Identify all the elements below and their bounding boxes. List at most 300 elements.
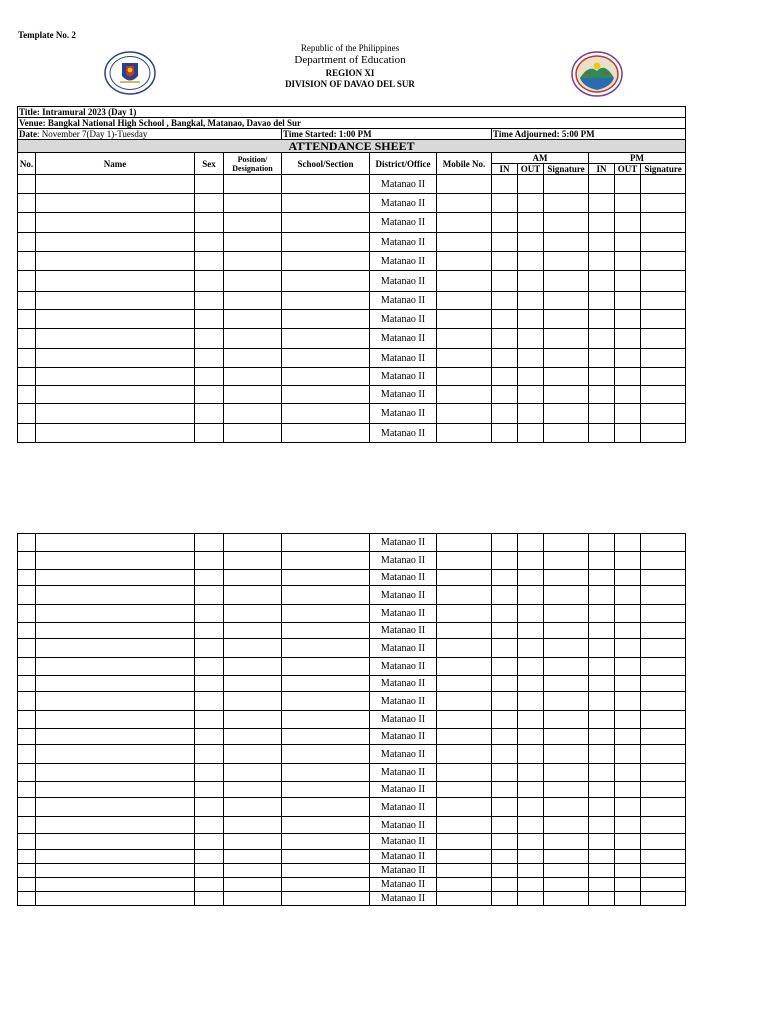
- cell-school[interactable]: [282, 711, 370, 729]
- cell-position[interactable]: [224, 534, 282, 552]
- cell-name[interactable]: [36, 834, 195, 850]
- cell-sex[interactable]: [195, 745, 224, 764]
- cell-name[interactable]: [36, 676, 195, 692]
- cell-name[interactable]: [36, 310, 195, 329]
- cell-am-out[interactable]: [518, 623, 544, 639]
- cell-name[interactable]: [36, 864, 195, 878]
- cell-pm-signature[interactable]: [641, 233, 686, 252]
- cell-am-in[interactable]: [492, 194, 518, 213]
- cell-position[interactable]: [224, 745, 282, 764]
- cell-school[interactable]: [282, 729, 370, 745]
- cell-mobile[interactable]: [437, 310, 492, 329]
- cell-pm-in[interactable]: [589, 292, 615, 310]
- cell-am-in[interactable]: [492, 864, 518, 878]
- cell-name[interactable]: [36, 329, 195, 349]
- cell-position[interactable]: [224, 834, 282, 850]
- cell-am-signature[interactable]: [544, 349, 589, 368]
- cell-am-out[interactable]: [518, 252, 544, 271]
- cell-position[interactable]: [224, 368, 282, 386]
- cell-pm-signature[interactable]: [641, 639, 686, 658]
- cell-am-signature[interactable]: [544, 878, 589, 892]
- cell-am-in[interactable]: [492, 834, 518, 850]
- cell-school[interactable]: [282, 623, 370, 639]
- cell-name[interactable]: [36, 586, 195, 605]
- cell-am-out[interactable]: [518, 692, 544, 711]
- cell-pm-in[interactable]: [589, 194, 615, 213]
- cell-position[interactable]: [224, 782, 282, 798]
- cell-name[interactable]: [36, 817, 195, 834]
- cell-pm-out[interactable]: [615, 368, 641, 386]
- cell-school[interactable]: [282, 329, 370, 349]
- cell-name[interactable]: [36, 711, 195, 729]
- cell-mobile[interactable]: [437, 213, 492, 233]
- cell-sex[interactable]: [195, 310, 224, 329]
- cell-position[interactable]: [224, 175, 282, 194]
- cell-pm-out[interactable]: [615, 745, 641, 764]
- cell-pm-out[interactable]: [615, 764, 641, 782]
- cell-sex[interactable]: [195, 850, 224, 864]
- cell-am-out[interactable]: [518, 798, 544, 817]
- cell-pm-in[interactable]: [589, 892, 615, 906]
- cell-position[interactable]: [224, 892, 282, 906]
- cell-school[interactable]: [282, 676, 370, 692]
- cell-name[interactable]: [36, 386, 195, 404]
- cell-am-signature[interactable]: [544, 817, 589, 834]
- cell-pm-signature[interactable]: [641, 850, 686, 864]
- cell-am-in[interactable]: [492, 658, 518, 676]
- cell-pm-in[interactable]: [589, 658, 615, 676]
- cell-pm-signature[interactable]: [641, 271, 686, 292]
- cell-pm-out[interactable]: [615, 892, 641, 906]
- cell-mobile[interactable]: [437, 586, 492, 605]
- cell-mobile[interactable]: [437, 404, 492, 424]
- cell-sex[interactable]: [195, 639, 224, 658]
- cell-mobile[interactable]: [437, 534, 492, 552]
- cell-sex[interactable]: [195, 552, 224, 570]
- cell-school[interactable]: [282, 271, 370, 292]
- cell-am-in[interactable]: [492, 623, 518, 639]
- cell-am-in[interactable]: [492, 386, 518, 404]
- cell-mobile[interactable]: [437, 864, 492, 878]
- cell-position[interactable]: [224, 329, 282, 349]
- cell-name[interactable]: [36, 534, 195, 552]
- cell-sex[interactable]: [195, 658, 224, 676]
- cell-am-in[interactable]: [492, 534, 518, 552]
- cell-pm-in[interactable]: [589, 817, 615, 834]
- cell-am-in[interactable]: [492, 892, 518, 906]
- cell-am-in[interactable]: [492, 817, 518, 834]
- cell-school[interactable]: [282, 175, 370, 194]
- cell-am-out[interactable]: [518, 711, 544, 729]
- cell-position[interactable]: [224, 349, 282, 368]
- cell-pm-signature[interactable]: [641, 782, 686, 798]
- cell-name[interactable]: [36, 292, 195, 310]
- cell-pm-in[interactable]: [589, 386, 615, 404]
- cell-am-signature[interactable]: [544, 175, 589, 194]
- cell-pm-out[interactable]: [615, 252, 641, 271]
- cell-pm-in[interactable]: [589, 271, 615, 292]
- cell-name[interactable]: [36, 404, 195, 424]
- cell-name[interactable]: [36, 194, 195, 213]
- cell-pm-signature[interactable]: [641, 586, 686, 605]
- cell-am-in[interactable]: [492, 404, 518, 424]
- cell-position[interactable]: [224, 586, 282, 605]
- cell-mobile[interactable]: [437, 798, 492, 817]
- cell-pm-signature[interactable]: [641, 623, 686, 639]
- cell-am-in[interactable]: [492, 850, 518, 864]
- cell-mobile[interactable]: [437, 570, 492, 586]
- cell-name[interactable]: [36, 213, 195, 233]
- cell-pm-in[interactable]: [589, 764, 615, 782]
- cell-sex[interactable]: [195, 864, 224, 878]
- cell-am-out[interactable]: [518, 213, 544, 233]
- cell-am-signature[interactable]: [544, 639, 589, 658]
- cell-pm-in[interactable]: [589, 552, 615, 570]
- cell-pm-signature[interactable]: [641, 676, 686, 692]
- cell-am-out[interactable]: [518, 764, 544, 782]
- cell-am-signature[interactable]: [544, 711, 589, 729]
- cell-position[interactable]: [224, 692, 282, 711]
- cell-am-out[interactable]: [518, 892, 544, 906]
- cell-sex[interactable]: [195, 271, 224, 292]
- cell-am-in[interactable]: [492, 676, 518, 692]
- cell-am-signature[interactable]: [544, 586, 589, 605]
- cell-am-signature[interactable]: [544, 892, 589, 906]
- cell-sex[interactable]: [195, 892, 224, 906]
- cell-pm-signature[interactable]: [641, 711, 686, 729]
- cell-position[interactable]: [224, 386, 282, 404]
- cell-pm-in[interactable]: [589, 175, 615, 194]
- cell-pm-in[interactable]: [589, 864, 615, 878]
- cell-am-signature[interactable]: [544, 252, 589, 271]
- cell-pm-signature[interactable]: [641, 798, 686, 817]
- cell-school[interactable]: [282, 864, 370, 878]
- cell-position[interactable]: [224, 711, 282, 729]
- cell-school[interactable]: [282, 368, 370, 386]
- cell-pm-signature[interactable]: [641, 658, 686, 676]
- cell-mobile[interactable]: [437, 711, 492, 729]
- cell-position[interactable]: [224, 729, 282, 745]
- cell-sex[interactable]: [195, 782, 224, 798]
- cell-position[interactable]: [224, 194, 282, 213]
- cell-pm-out[interactable]: [615, 194, 641, 213]
- cell-school[interactable]: [282, 798, 370, 817]
- cell-am-in[interactable]: [492, 233, 518, 252]
- cell-am-out[interactable]: [518, 605, 544, 623]
- cell-pm-out[interactable]: [615, 534, 641, 552]
- cell-name[interactable]: [36, 850, 195, 864]
- cell-am-in[interactable]: [492, 745, 518, 764]
- cell-sex[interactable]: [195, 729, 224, 745]
- cell-am-out[interactable]: [518, 386, 544, 404]
- cell-pm-out[interactable]: [615, 424, 641, 443]
- cell-mobile[interactable]: [437, 368, 492, 386]
- cell-mobile[interactable]: [437, 817, 492, 834]
- cell-position[interactable]: [224, 764, 282, 782]
- cell-pm-out[interactable]: [615, 878, 641, 892]
- cell-pm-signature[interactable]: [641, 534, 686, 552]
- cell-am-out[interactable]: [518, 570, 544, 586]
- cell-mobile[interactable]: [437, 692, 492, 711]
- cell-pm-in[interactable]: [589, 623, 615, 639]
- cell-am-out[interactable]: [518, 310, 544, 329]
- cell-pm-in[interactable]: [589, 850, 615, 864]
- cell-pm-signature[interactable]: [641, 552, 686, 570]
- cell-name[interactable]: [36, 233, 195, 252]
- cell-am-signature[interactable]: [544, 729, 589, 745]
- cell-school[interactable]: [282, 404, 370, 424]
- cell-am-out[interactable]: [518, 534, 544, 552]
- cell-am-in[interactable]: [492, 552, 518, 570]
- cell-pm-out[interactable]: [615, 386, 641, 404]
- cell-mobile[interactable]: [437, 271, 492, 292]
- cell-pm-signature[interactable]: [641, 368, 686, 386]
- cell-position[interactable]: [224, 310, 282, 329]
- cell-school[interactable]: [282, 605, 370, 623]
- cell-mobile[interactable]: [437, 329, 492, 349]
- cell-sex[interactable]: [195, 834, 224, 850]
- cell-am-in[interactable]: [492, 271, 518, 292]
- cell-pm-in[interactable]: [589, 834, 615, 850]
- cell-school[interactable]: [282, 424, 370, 443]
- cell-am-out[interactable]: [518, 676, 544, 692]
- cell-mobile[interactable]: [437, 252, 492, 271]
- cell-sex[interactable]: [195, 692, 224, 711]
- cell-pm-in[interactable]: [589, 676, 615, 692]
- cell-name[interactable]: [36, 892, 195, 906]
- cell-am-in[interactable]: [492, 292, 518, 310]
- cell-school[interactable]: [282, 892, 370, 906]
- cell-school[interactable]: [282, 292, 370, 310]
- cell-mobile[interactable]: [437, 623, 492, 639]
- cell-pm-in[interactable]: [589, 711, 615, 729]
- cell-am-out[interactable]: [518, 552, 544, 570]
- cell-am-in[interactable]: [492, 349, 518, 368]
- cell-pm-out[interactable]: [615, 623, 641, 639]
- cell-am-out[interactable]: [518, 175, 544, 194]
- cell-pm-signature[interactable]: [641, 745, 686, 764]
- cell-mobile[interactable]: [437, 764, 492, 782]
- cell-name[interactable]: [36, 692, 195, 711]
- cell-mobile[interactable]: [437, 850, 492, 864]
- cell-school[interactable]: [282, 658, 370, 676]
- cell-am-out[interactable]: [518, 233, 544, 252]
- cell-position[interactable]: [224, 817, 282, 834]
- cell-position[interactable]: [224, 639, 282, 658]
- cell-am-signature[interactable]: [544, 782, 589, 798]
- cell-am-out[interactable]: [518, 194, 544, 213]
- cell-am-signature[interactable]: [544, 834, 589, 850]
- cell-pm-out[interactable]: [615, 729, 641, 745]
- cell-school[interactable]: [282, 817, 370, 834]
- cell-am-signature[interactable]: [544, 233, 589, 252]
- cell-school[interactable]: [282, 386, 370, 404]
- cell-pm-signature[interactable]: [641, 834, 686, 850]
- cell-sex[interactable]: [195, 878, 224, 892]
- cell-position[interactable]: [224, 878, 282, 892]
- cell-position[interactable]: [224, 233, 282, 252]
- cell-pm-in[interactable]: [589, 329, 615, 349]
- cell-school[interactable]: [282, 252, 370, 271]
- cell-sex[interactable]: [195, 798, 224, 817]
- cell-mobile[interactable]: [437, 175, 492, 194]
- cell-pm-out[interactable]: [615, 639, 641, 658]
- cell-position[interactable]: [224, 271, 282, 292]
- cell-am-in[interactable]: [492, 729, 518, 745]
- cell-am-signature[interactable]: [544, 798, 589, 817]
- cell-am-signature[interactable]: [544, 386, 589, 404]
- cell-am-in[interactable]: [492, 213, 518, 233]
- cell-am-in[interactable]: [492, 711, 518, 729]
- cell-pm-in[interactable]: [589, 570, 615, 586]
- cell-am-signature[interactable]: [544, 676, 589, 692]
- cell-am-in[interactable]: [492, 310, 518, 329]
- cell-am-signature[interactable]: [544, 552, 589, 570]
- cell-am-in[interactable]: [492, 252, 518, 271]
- cell-am-signature[interactable]: [544, 623, 589, 639]
- cell-am-in[interactable]: [492, 764, 518, 782]
- cell-name[interactable]: [36, 623, 195, 639]
- cell-am-out[interactable]: [518, 424, 544, 443]
- cell-am-signature[interactable]: [544, 658, 589, 676]
- cell-mobile[interactable]: [437, 892, 492, 906]
- cell-position[interactable]: [224, 570, 282, 586]
- cell-sex[interactable]: [195, 292, 224, 310]
- cell-name[interactable]: [36, 605, 195, 623]
- cell-pm-out[interactable]: [615, 798, 641, 817]
- cell-pm-in[interactable]: [589, 404, 615, 424]
- cell-pm-out[interactable]: [615, 310, 641, 329]
- cell-am-signature[interactable]: [544, 368, 589, 386]
- cell-position[interactable]: [224, 850, 282, 864]
- cell-name[interactable]: [36, 729, 195, 745]
- cell-am-in[interactable]: [492, 570, 518, 586]
- cell-pm-out[interactable]: [615, 213, 641, 233]
- cell-pm-signature[interactable]: [641, 605, 686, 623]
- cell-pm-in[interactable]: [589, 233, 615, 252]
- cell-pm-out[interactable]: [615, 850, 641, 864]
- cell-pm-out[interactable]: [615, 658, 641, 676]
- cell-pm-in[interactable]: [589, 349, 615, 368]
- cell-sex[interactable]: [195, 252, 224, 271]
- cell-name[interactable]: [36, 745, 195, 764]
- cell-pm-signature[interactable]: [641, 252, 686, 271]
- cell-pm-in[interactable]: [589, 605, 615, 623]
- cell-pm-in[interactable]: [589, 745, 615, 764]
- cell-am-out[interactable]: [518, 658, 544, 676]
- cell-sex[interactable]: [195, 404, 224, 424]
- cell-pm-out[interactable]: [615, 586, 641, 605]
- cell-pm-signature[interactable]: [641, 292, 686, 310]
- cell-pm-signature[interactable]: [641, 764, 686, 782]
- cell-position[interactable]: [224, 676, 282, 692]
- cell-name[interactable]: [36, 424, 195, 443]
- cell-pm-in[interactable]: [589, 729, 615, 745]
- cell-pm-out[interactable]: [615, 605, 641, 623]
- cell-pm-signature[interactable]: [641, 729, 686, 745]
- cell-mobile[interactable]: [437, 658, 492, 676]
- cell-sex[interactable]: [195, 817, 224, 834]
- cell-name[interactable]: [36, 639, 195, 658]
- cell-pm-out[interactable]: [615, 349, 641, 368]
- cell-pm-signature[interactable]: [641, 175, 686, 194]
- cell-sex[interactable]: [195, 623, 224, 639]
- cell-am-out[interactable]: [518, 271, 544, 292]
- cell-pm-in[interactable]: [589, 692, 615, 711]
- cell-am-out[interactable]: [518, 878, 544, 892]
- cell-sex[interactable]: [195, 676, 224, 692]
- cell-mobile[interactable]: [437, 676, 492, 692]
- cell-school[interactable]: [282, 878, 370, 892]
- cell-sex[interactable]: [195, 329, 224, 349]
- cell-position[interactable]: [224, 864, 282, 878]
- cell-am-in[interactable]: [492, 368, 518, 386]
- cell-mobile[interactable]: [437, 349, 492, 368]
- cell-pm-out[interactable]: [615, 404, 641, 424]
- cell-sex[interactable]: [195, 711, 224, 729]
- cell-am-out[interactable]: [518, 639, 544, 658]
- cell-mobile[interactable]: [437, 745, 492, 764]
- cell-pm-signature[interactable]: [641, 329, 686, 349]
- cell-name[interactable]: [36, 349, 195, 368]
- cell-am-out[interactable]: [518, 292, 544, 310]
- cell-am-signature[interactable]: [544, 534, 589, 552]
- cell-am-signature[interactable]: [544, 692, 589, 711]
- cell-pm-signature[interactable]: [641, 310, 686, 329]
- cell-pm-out[interactable]: [615, 292, 641, 310]
- cell-am-out[interactable]: [518, 729, 544, 745]
- cell-sex[interactable]: [195, 764, 224, 782]
- cell-name[interactable]: [36, 782, 195, 798]
- cell-name[interactable]: [36, 252, 195, 271]
- cell-mobile[interactable]: [437, 194, 492, 213]
- cell-mobile[interactable]: [437, 878, 492, 892]
- cell-am-out[interactable]: [518, 745, 544, 764]
- cell-am-signature[interactable]: [544, 213, 589, 233]
- cell-mobile[interactable]: [437, 729, 492, 745]
- cell-pm-signature[interactable]: [641, 386, 686, 404]
- cell-sex[interactable]: [195, 570, 224, 586]
- cell-am-out[interactable]: [518, 586, 544, 605]
- cell-sex[interactable]: [195, 175, 224, 194]
- cell-name[interactable]: [36, 878, 195, 892]
- cell-name[interactable]: [36, 798, 195, 817]
- cell-pm-in[interactable]: [589, 878, 615, 892]
- cell-sex[interactable]: [195, 424, 224, 443]
- cell-sex[interactable]: [195, 213, 224, 233]
- cell-mobile[interactable]: [437, 292, 492, 310]
- cell-position[interactable]: [224, 658, 282, 676]
- cell-pm-in[interactable]: [589, 782, 615, 798]
- cell-school[interactable]: [282, 692, 370, 711]
- cell-name[interactable]: [36, 271, 195, 292]
- cell-am-out[interactable]: [518, 329, 544, 349]
- cell-sex[interactable]: [195, 605, 224, 623]
- cell-pm-in[interactable]: [589, 534, 615, 552]
- cell-pm-in[interactable]: [589, 798, 615, 817]
- cell-pm-signature[interactable]: [641, 692, 686, 711]
- cell-name[interactable]: [36, 658, 195, 676]
- cell-pm-signature[interactable]: [641, 424, 686, 443]
- cell-school[interactable]: [282, 194, 370, 213]
- cell-am-out[interactable]: [518, 817, 544, 834]
- cell-position[interactable]: [224, 623, 282, 639]
- cell-pm-signature[interactable]: [641, 817, 686, 834]
- cell-pm-signature[interactable]: [641, 878, 686, 892]
- cell-school[interactable]: [282, 213, 370, 233]
- cell-sex[interactable]: [195, 586, 224, 605]
- cell-am-signature[interactable]: [544, 424, 589, 443]
